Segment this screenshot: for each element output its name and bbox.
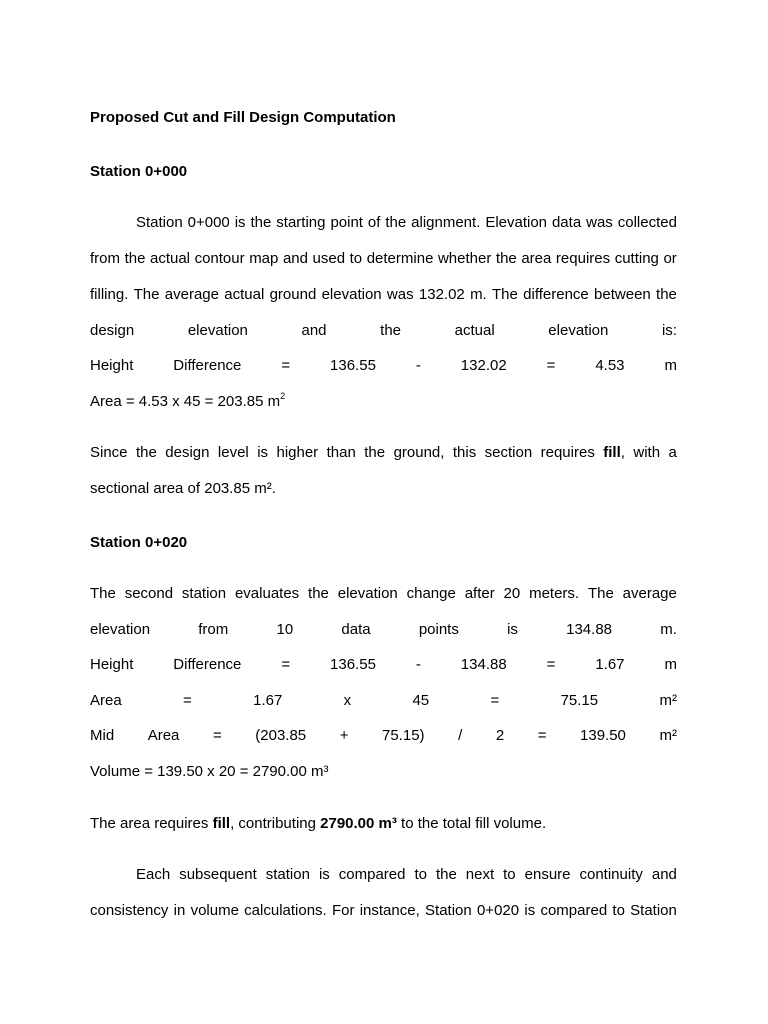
word: with — [633, 444, 661, 461]
word: + — [339, 727, 349, 744]
summary-text: to the total fill volume. — [396, 815, 547, 832]
height-difference-equation — [90, 656, 677, 674]
word: change — [406, 585, 456, 602]
word: requires — [540, 444, 595, 461]
word: data — [341, 621, 371, 638]
word: elevation — [90, 621, 151, 638]
word: the — [656, 286, 677, 303]
word: alignment. — [411, 214, 481, 231]
word: Station — [425, 902, 472, 919]
word: map — [249, 250, 279, 267]
word: station — [181, 585, 227, 602]
word: 136.55 — [330, 357, 376, 374]
word: m. — [660, 621, 677, 638]
word: 132.02 — [418, 286, 465, 303]
word: The — [492, 286, 518, 303]
summary-text: The area requires — [90, 815, 213, 832]
word: 134.88 — [460, 656, 507, 673]
word: Height — [90, 357, 134, 374]
word: ground — [269, 286, 317, 303]
mid-area-equation — [90, 727, 677, 745]
word: the — [435, 866, 457, 883]
word: The — [587, 585, 614, 602]
paragraph-line — [90, 286, 677, 304]
summary-volume-bold: 2790.00 m³ — [320, 815, 397, 832]
word: 75.15) — [382, 727, 425, 744]
word: 4.53 — [595, 357, 625, 374]
word: and — [301, 322, 327, 339]
word: ground, — [393, 444, 445, 461]
word: Area — [90, 692, 122, 709]
word: determine — [366, 250, 434, 267]
word: is — [234, 214, 246, 231]
word: (203.85 — [255, 727, 307, 744]
area-equation — [90, 393, 677, 411]
word: the — [364, 444, 386, 461]
word: is — [507, 621, 518, 638]
word: x — [343, 692, 352, 709]
word: 75.15 — [560, 692, 599, 709]
paragraph-line: sectional area of 203.85 m². — [90, 480, 276, 497]
word: Difference — [173, 357, 242, 374]
paragraph-line — [90, 322, 677, 340]
word: = — [281, 656, 291, 673]
word: ensure — [524, 866, 571, 883]
word: this — [452, 444, 477, 461]
word: is — [524, 902, 536, 919]
word: was — [386, 286, 414, 303]
summary-text: , contributing — [230, 815, 321, 832]
word: design — [165, 444, 210, 461]
word: area — [521, 250, 552, 267]
word: Mid — [90, 727, 115, 744]
word: the — [385, 214, 407, 231]
area-superscript: 2 — [280, 391, 286, 401]
word: subsequent — [179, 866, 257, 883]
word: Each — [136, 866, 171, 883]
word: = — [281, 357, 291, 374]
paragraph-line — [90, 214, 677, 232]
document-page — [90, 0, 677, 1024]
word: in — [173, 902, 186, 919]
word: instance, — [359, 902, 420, 919]
word: or — [663, 250, 677, 267]
summary-fill-bold: fill — [212, 815, 231, 832]
word: a — [668, 444, 677, 461]
word: from — [198, 621, 229, 638]
word: actual — [454, 322, 495, 339]
word: 1.67 — [595, 656, 625, 673]
word: the — [135, 444, 157, 461]
word: m² — [659, 727, 677, 744]
word: meters. — [529, 585, 580, 602]
word: m — [664, 357, 677, 374]
word: Since — [90, 444, 128, 461]
word: to — [503, 866, 516, 883]
word: design — [90, 322, 135, 339]
word: continuity — [579, 866, 643, 883]
word: is — [318, 866, 330, 883]
word: evaluates — [234, 585, 300, 602]
word: elevation — [321, 286, 382, 303]
word: used — [312, 250, 346, 267]
fill-bold: fill — [603, 444, 621, 461]
volume-equation: Volume = 139.50 x 20 = 2790.00 m³ — [90, 763, 329, 780]
station-heading-0000: Station 0+000 — [90, 163, 188, 180]
paragraph-line — [90, 866, 677, 884]
word: section — [484, 444, 533, 461]
word: 0+000 — [187, 214, 230, 231]
station-heading-0020: Station 0+020 — [90, 534, 188, 551]
word: The — [133, 286, 160, 303]
word: calculations. — [244, 902, 327, 919]
word: - — [415, 357, 421, 374]
word: collected — [617, 214, 677, 231]
paragraph-line — [90, 585, 677, 603]
word: Height — [90, 656, 134, 673]
word: is — [257, 444, 269, 461]
word: is: — [661, 322, 677, 339]
word: m. — [470, 286, 487, 303]
word: to — [349, 250, 363, 267]
word: between — [594, 286, 651, 303]
word: cutting — [614, 250, 659, 267]
word: of — [367, 214, 381, 231]
word: data — [551, 214, 582, 231]
word: m — [664, 656, 677, 673]
height-difference-equation — [90, 357, 677, 375]
word: 2 — [495, 727, 505, 744]
word: next — [465, 866, 495, 883]
word: Station — [136, 214, 183, 231]
word: actual — [149, 250, 191, 267]
word: volume — [190, 902, 239, 919]
word: 139.50 — [580, 727, 626, 744]
word: contour — [194, 250, 245, 267]
word: average — [622, 585, 677, 602]
word: 45 — [412, 692, 430, 709]
word: fill, — [603, 444, 625, 461]
word: than — [326, 444, 356, 461]
word: and — [651, 866, 677, 883]
word: was — [586, 214, 613, 231]
word: 134.88 — [566, 621, 613, 638]
word: 136.55 — [330, 656, 376, 673]
word: to — [414, 866, 427, 883]
word: the — [308, 585, 329, 602]
word: and — [282, 250, 308, 267]
word: requires — [555, 250, 611, 267]
word: The — [90, 585, 116, 602]
word: points — [418, 621, 459, 638]
word: = — [183, 692, 192, 709]
word: filling. — [90, 286, 129, 303]
word: Difference — [173, 656, 242, 673]
word: = — [546, 656, 556, 673]
word: station — [265, 866, 310, 883]
word: the — [124, 250, 146, 267]
word: actual — [224, 286, 265, 303]
word: elevation — [337, 585, 398, 602]
word: elevation — [187, 322, 248, 339]
word: 0+020 — [476, 902, 520, 919]
word: the — [380, 322, 402, 339]
paragraph-line — [90, 621, 677, 639]
word: = — [490, 692, 500, 709]
word: compared — [338, 866, 406, 883]
word: level — [217, 444, 249, 461]
word: = — [537, 727, 547, 744]
word: average — [164, 286, 219, 303]
word: 1.67 — [253, 692, 283, 709]
word: Elevation — [485, 214, 548, 231]
word: 20 — [503, 585, 521, 602]
word: Area — [147, 727, 180, 744]
word: 132.02 — [460, 357, 507, 374]
word: second — [124, 585, 174, 602]
word: higher — [276, 444, 319, 461]
area-equation — [90, 692, 677, 710]
word: = — [546, 357, 556, 374]
paragraph-line — [90, 902, 677, 920]
word: after — [464, 585, 495, 602]
word: the — [250, 214, 272, 231]
word: from — [90, 250, 120, 267]
word: whether — [437, 250, 492, 267]
word: Station — [630, 902, 677, 919]
word: / — [458, 727, 463, 744]
word: starting — [276, 214, 326, 231]
word: 10 — [276, 621, 294, 638]
word: - — [415, 656, 421, 673]
word: compared — [540, 902, 608, 919]
document-title: Proposed Cut and Fill Design Computation — [90, 109, 396, 126]
word: elevation — [548, 322, 609, 339]
word: to — [612, 902, 625, 919]
word: difference — [523, 286, 589, 303]
summary-line — [90, 815, 677, 833]
word: = — [212, 727, 222, 744]
word: consistency — [90, 902, 169, 919]
area-text: Area = 4.53 x 45 = 203.85 m — [90, 393, 281, 410]
paragraph-line — [90, 444, 677, 462]
word: m² — [659, 692, 677, 709]
word: point — [330, 214, 363, 231]
paragraph-line — [90, 250, 677, 268]
word: For — [331, 902, 355, 919]
word: the — [495, 250, 517, 267]
